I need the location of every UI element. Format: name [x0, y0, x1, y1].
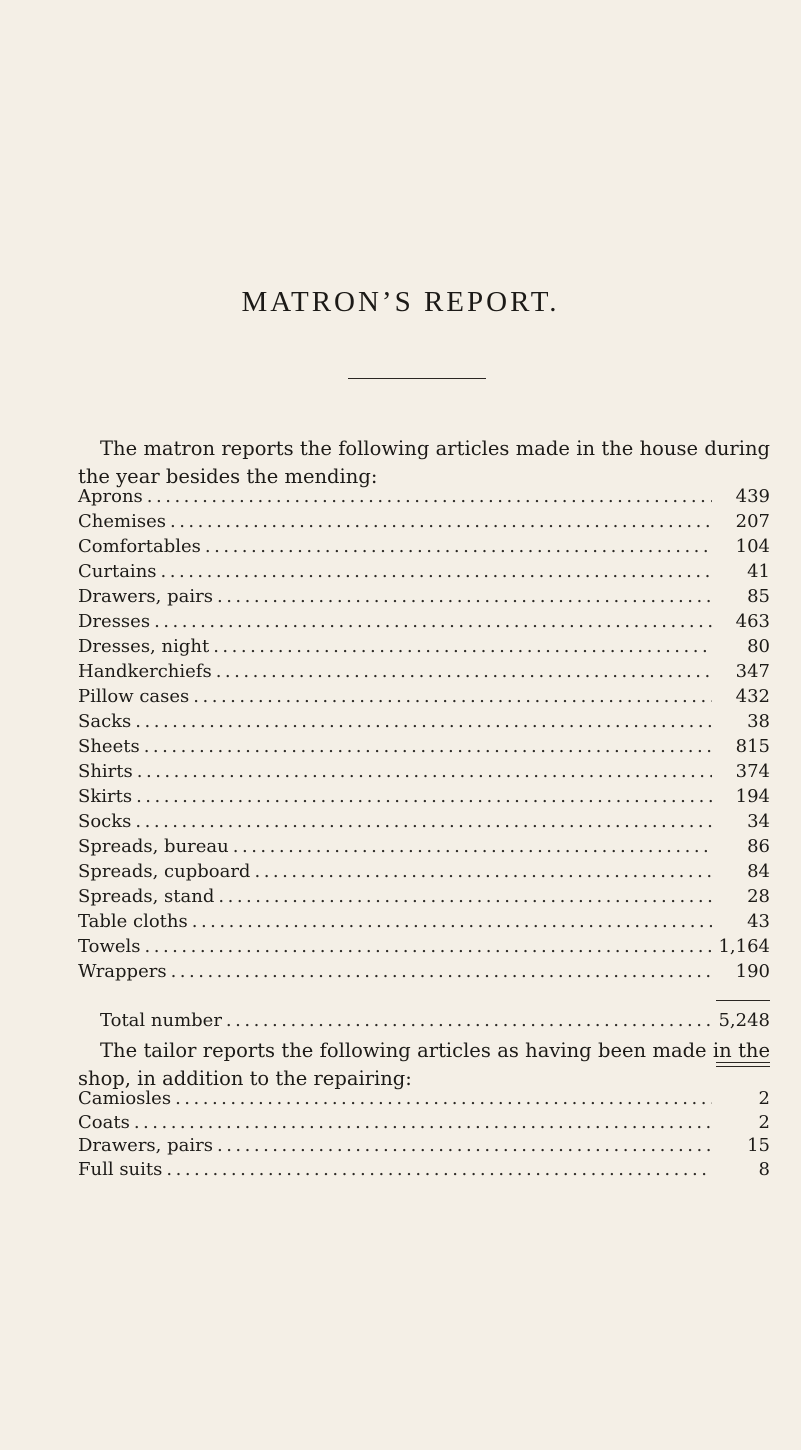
list-item — [78, 484, 770, 509]
item-label: Wrappers — [78, 961, 167, 982]
leader-dots — [135, 709, 712, 734]
item-value: 38 — [747, 711, 770, 732]
item-value: 104 — [735, 536, 770, 557]
item-value: 84 — [747, 861, 770, 882]
leader-dots — [205, 534, 712, 559]
item-label: Drawers, pairs — [78, 1135, 213, 1156]
total-row — [100, 1008, 770, 1033]
leader-dots — [170, 509, 712, 534]
list-item — [78, 584, 770, 609]
list-item — [78, 709, 770, 734]
item-label: Sheets — [78, 736, 140, 757]
list-item — [78, 634, 770, 659]
matron-articles-list — [78, 484, 770, 984]
list-item — [78, 809, 770, 834]
item-label: Handkerchiefs — [78, 661, 212, 682]
item-value: 86 — [747, 836, 770, 857]
leader-dots — [233, 834, 712, 859]
list-item — [78, 534, 770, 559]
item-label: Full suits — [78, 1158, 163, 1180]
item-label: Chemises — [78, 511, 166, 532]
list-item — [78, 1111, 770, 1135]
item-label: Spreads, bureau — [78, 836, 229, 857]
item-value: 85 — [747, 586, 770, 607]
leader-dots — [217, 1134, 712, 1158]
item-label: Spreads, stand — [78, 886, 215, 907]
item-value: 2 — [758, 1088, 770, 1109]
matron-intro: The matron reports the following articles made in the house during the year besides the mending: — [78, 437, 770, 488]
leader-dots — [213, 634, 712, 659]
item-label: Sacks — [78, 711, 132, 732]
item-label: Dresses — [78, 611, 151, 632]
item-label: Aprons — [78, 486, 143, 507]
leader-dots — [226, 1008, 712, 1033]
item-value: 432 — [735, 686, 770, 707]
item-value: 463 — [735, 611, 770, 632]
leader-dots — [193, 684, 712, 709]
list-item — [78, 759, 770, 784]
leader-dots — [175, 1087, 712, 1111]
list-item — [78, 834, 770, 859]
list-item — [78, 1134, 770, 1158]
item-value: 374 — [735, 761, 770, 782]
item-label: Table cloths — [78, 911, 188, 932]
item-label: Skirts — [78, 786, 133, 807]
leader-dots — [216, 659, 712, 684]
leader-dots — [217, 584, 712, 609]
leader-dots — [137, 759, 712, 784]
leader-dots — [166, 1158, 712, 1182]
list-item — [78, 684, 770, 709]
item-value: 43 — [747, 911, 770, 932]
leader-dots — [171, 959, 712, 984]
item-value: 8 — [758, 1158, 770, 1180]
item-label: Dresses, night — [78, 636, 210, 657]
item-value: 28 — [747, 886, 770, 907]
item-label: Drawers, pairs — [78, 586, 213, 607]
tailor-articles-list — [78, 1087, 770, 1181]
sum-rule — [716, 1000, 770, 1001]
item-label: Curtains — [78, 561, 157, 582]
item-label: Camiosles — [78, 1088, 172, 1109]
item-value: 347 — [735, 661, 770, 682]
tailor-intro: The tailor reports the following articles as having been made in the shop, in addition to the repairing: — [78, 1039, 770, 1090]
list-item — [78, 509, 770, 534]
item-label: Spreads, cupboard — [78, 861, 251, 882]
leader-dots — [147, 484, 712, 509]
item-value: 190 — [735, 961, 770, 982]
item-value: 439 — [735, 486, 770, 507]
list-item — [78, 659, 770, 684]
list-item — [78, 1158, 770, 1182]
item-value: 41 — [747, 561, 770, 582]
leader-dots — [145, 934, 713, 959]
title-rule — [348, 378, 486, 379]
list-item — [78, 859, 770, 884]
list-item — [78, 934, 770, 959]
leader-dots — [135, 809, 712, 834]
item-label: Towels — [78, 936, 141, 957]
item-value: 207 — [735, 511, 770, 532]
item-value: 2 — [758, 1111, 770, 1133]
item-label: Comfortables — [78, 536, 201, 557]
list-item — [78, 734, 770, 759]
total-label: Total number — [100, 1010, 222, 1031]
list-item — [78, 909, 770, 934]
list-item — [78, 609, 770, 634]
item-label: Pillow cases — [78, 686, 190, 707]
item-value: 194 — [735, 786, 770, 807]
leader-dots — [218, 884, 712, 909]
item-value: 815 — [735, 736, 770, 757]
list-item — [78, 1087, 770, 1111]
page-title: MATRON’S REPORT. — [241, 286, 560, 318]
list-item — [78, 884, 770, 909]
leader-dots — [192, 909, 712, 934]
list-item — [78, 959, 770, 984]
item-label: Socks — [78, 811, 132, 832]
leader-dots — [154, 609, 712, 634]
leader-dots — [136, 784, 712, 809]
leader-dots — [144, 734, 712, 759]
leader-dots — [161, 559, 712, 584]
list-item — [78, 784, 770, 809]
leader-dots — [134, 1111, 712, 1135]
item-value: 15 — [747, 1135, 770, 1156]
item-label: Coats — [78, 1111, 130, 1133]
leader-dots — [254, 859, 712, 884]
list-item — [78, 559, 770, 584]
item-label: Shirts — [78, 761, 133, 782]
item-value: 1,164 — [718, 936, 770, 957]
total-value: 5,248 — [718, 1010, 770, 1031]
item-value: 80 — [747, 636, 770, 657]
item-value: 34 — [747, 811, 770, 832]
